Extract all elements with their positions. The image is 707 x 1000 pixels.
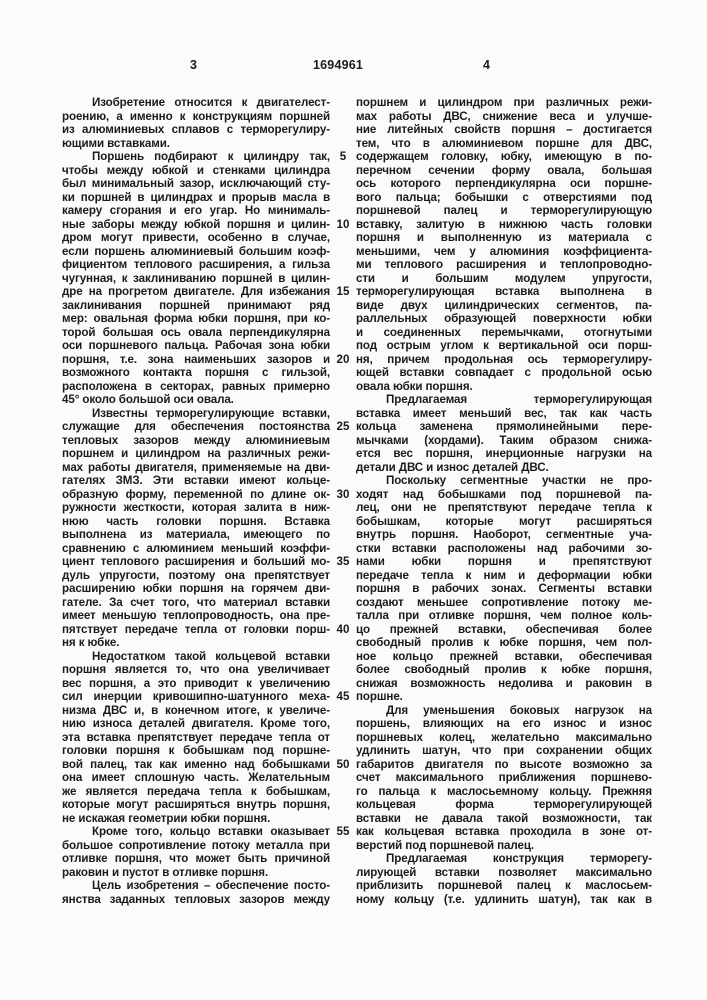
right-text-column xyxy=(356,96,652,906)
text-line: Поскольку сегментные участки не про- xyxy=(386,474,652,487)
text-line: го пальца к маслосьемному кольцу. Прежняя xyxy=(356,784,652,798)
text-line: снижая возможность недолива и раковин в xyxy=(356,676,652,690)
text-line: Изобретение относится к двигателест- xyxy=(92,96,330,109)
text-line: Предлагаемая конструкция терморегу- xyxy=(386,852,652,865)
gutter-line-number: 30 xyxy=(336,487,350,501)
text-line: ющей вставки совпадает с продольной осью xyxy=(356,366,652,379)
text-line: Кроме того, кольцо вставки оказывает xyxy=(92,825,330,838)
text-line: пятствует передаче тепла от головки порш- xyxy=(62,622,330,636)
text-line: вой палец, так как именно над бобышками xyxy=(62,757,330,771)
column-page-number-right: 4 xyxy=(483,58,491,72)
gutter-line-number: 10 xyxy=(336,217,350,231)
gutter-line-number: 25 xyxy=(336,420,350,433)
text-line: поршневых колец, желательно максимально xyxy=(356,730,652,744)
text-line: ружности жесткости, которая залита в ниж- xyxy=(62,501,330,514)
text-line: она имеет сплошную часть. Желательным xyxy=(62,771,330,784)
text-line: вставку, залитую в нижнюю часть головки xyxy=(356,217,652,231)
text-line: виде двух цилиндрических сегментов, па- xyxy=(356,298,652,312)
text-line: поршнем и цилиндром при различных режи- xyxy=(356,96,652,109)
text-line: ние литейных свойств поршня – достигается xyxy=(356,123,652,136)
text-line: перечном сечении форму овала, большая xyxy=(356,163,652,177)
patent-number: 1694961 xyxy=(313,58,364,72)
text-line: которые могут расширяться внутрь поршня, xyxy=(62,798,330,811)
text-body xyxy=(62,96,652,906)
text-line: эта вставка препятствует передаче тепла от xyxy=(62,730,330,744)
text-line: нами юбки поршня и препятствуют xyxy=(356,555,652,568)
text-line: расширению юбки поршня на горячем дви- xyxy=(62,582,330,595)
text-line: мер: овальная форма юбки поршня, при ко- xyxy=(62,312,330,325)
text-line: детали ДВС и износ деталей ДВС. xyxy=(356,460,549,474)
text-line: роению, а именно к конструкциям поршней xyxy=(62,109,330,123)
text-line: возможного контакта поршня с гильзой, xyxy=(62,366,330,379)
text-line: поршня в рабочих зонах. Сегменты вставки xyxy=(356,582,652,595)
text-line: мах работы ДВС, снижение веса и улучше- xyxy=(356,109,652,123)
text-line: торой большая ось овала перпендикулярна xyxy=(62,325,330,339)
text-line: содержащем головку, юбку, имеющую в по- xyxy=(356,150,652,163)
column-page-number-left: 3 xyxy=(190,58,198,72)
text-line: ня к юбке. xyxy=(62,636,120,649)
text-line: Цель изобретения – обеспечение посто- xyxy=(92,879,330,892)
text-line: ное кольцо прежней вставки, обеспечивая xyxy=(356,649,652,663)
text-line: ня, причем продольная ось терморегулиру- xyxy=(356,352,652,366)
text-line: поршень, влияющих на его износ и износ xyxy=(356,717,652,730)
text-line: нию износа деталей двигателя. Кроме того, xyxy=(62,717,330,730)
text-line: отливке поршня, что может быть причиной xyxy=(62,852,330,865)
text-line: большое сопротивление потоку металла при xyxy=(62,838,330,852)
text-line: поршня и выполненную из материала с xyxy=(356,231,652,244)
text-line: образную форму, переменной по длине ок- xyxy=(62,487,330,501)
text-line: служащие для обеспечения постоянства xyxy=(62,420,330,433)
text-line: удлинить шатун, что при сохранении общих xyxy=(356,744,652,757)
text-line: сил инерции кривошипно-шатунного меха- xyxy=(62,690,330,703)
text-line: мычками (хордами). Таким образом снижа- xyxy=(356,433,652,447)
gutter-line-number: 40 xyxy=(336,622,350,636)
text-line: расположена в секторах, равных примерно xyxy=(62,379,330,393)
text-line: ющими вставками. xyxy=(62,136,170,150)
text-line: раковин и пустот в отливке поршня. xyxy=(62,865,269,879)
text-line: янства заданных тепловых зазоров между xyxy=(62,892,330,906)
text-line: сти и большим модулем упругости, xyxy=(356,271,652,285)
text-line: 45° около большой оси овала. xyxy=(62,393,234,406)
gutter-line-number: 45 xyxy=(336,690,350,703)
text-line: под острым углом к вертикальной оси порш- xyxy=(356,339,652,352)
text-line: поршне. xyxy=(356,690,403,703)
text-line: выполнена из материала, имеющего по xyxy=(62,528,330,541)
text-line: Предлагаемая терморегулирующая xyxy=(386,393,652,406)
text-line: дуль упругости, поэтому она препятствует xyxy=(62,568,330,582)
gutter-line-number: 5 xyxy=(339,150,347,163)
text-line: верстий под поршневой палец. xyxy=(356,838,534,852)
text-line: ется вес поршня, инерционные нагрузки на xyxy=(356,447,652,460)
text-line: же является передача тепла к бобышкам, xyxy=(62,784,330,798)
text-line: тем, что в алюминиевом поршне для ДВС, xyxy=(356,136,652,150)
text-line: габаритов двигателя по высоте возможно за xyxy=(356,757,652,771)
text-line: гателе. За счет того, что материал вставки xyxy=(62,595,330,609)
text-line: свободный пролив к юбке поршня, чем пол- xyxy=(356,636,652,649)
text-line: чтобы между юбкой и стенками цилиндра xyxy=(62,163,330,177)
text-line: ному кольцу (т.е. удлинить шатун), так как в xyxy=(356,892,652,906)
text-line: лец, они не препятствуют передаче тепла к xyxy=(356,501,652,514)
text-line: более свободный пролив к юбке поршня, xyxy=(356,663,652,676)
text-line: мах работы двигателя, применяемые на дви- xyxy=(62,460,330,474)
text-line: поршня является то, что она увеличивает xyxy=(62,663,330,676)
text-line: чугунная, к заклиниванию поршней в цилин- xyxy=(62,271,330,285)
text-line: головки поршня к бобышкам под поршне- xyxy=(62,744,330,757)
text-line: вес поршня, а это приводит к увеличению xyxy=(62,676,330,690)
text-line: ми теплового расширения и теплопроводно- xyxy=(356,258,652,271)
line-number-gutter xyxy=(330,96,356,906)
text-line: ось которого перпендикулярна оси поршне- xyxy=(356,177,652,190)
text-line: вставки не давала такой возможности, так xyxy=(356,811,652,825)
text-line: счет максимального приближения поршнево- xyxy=(356,771,652,784)
gutter-line-number: 35 xyxy=(336,555,350,568)
text-line: был минимальный зазор, исключающий сту- xyxy=(62,177,330,190)
text-line: заклинивания поршней принимают ряд xyxy=(62,298,330,312)
text-line: лирующей вставки позволяет максимально xyxy=(356,865,652,879)
text-line: вого пальца; бобышки с отверстиями под xyxy=(356,190,652,204)
gutter-line-number: 15 xyxy=(336,285,350,298)
text-line: как кольцевая вставка проходила в зоне от- xyxy=(356,825,652,838)
text-line: вставка имеет меньший вес, так как часть xyxy=(356,406,652,420)
text-line: овала юбки поршня. xyxy=(356,379,473,393)
text-line: если поршень алюминиевый большим коэф- xyxy=(62,244,330,258)
gutter-line-number: 50 xyxy=(336,757,350,771)
text-line: создают меньшее сопротивление потоку ме- xyxy=(356,595,652,609)
text-line: ки поршней в цилиндрах и прорыв масла в xyxy=(62,190,330,204)
text-line: Недостатком такой кольцевой вставки xyxy=(92,649,330,663)
text-line: ходят над бобышками под поршневой па- xyxy=(356,487,652,501)
text-line: камеру сгорания и его угар. Но минималь- xyxy=(62,204,330,217)
gutter-line-number: 20 xyxy=(336,352,350,366)
text-line: внутрь поршня. Наоборот, сегментные уча- xyxy=(356,528,652,541)
text-line: передаче тепла к ним и деформации юбки xyxy=(356,568,652,582)
text-line: цо прежней вставки, обеспечивая более xyxy=(356,622,652,636)
text-line: Для уменьшения боковых нагрузок на xyxy=(386,703,652,717)
text-line: дре на прогретом двигателе. Для избежания xyxy=(62,285,330,298)
text-line: терморегулирующая вставка выполнена в xyxy=(356,285,652,298)
text-line: циент теплового расширения и больший мо- xyxy=(62,555,330,568)
text-line: фициентом теплового расширения, а гильза xyxy=(62,258,330,271)
text-line: кольца заменена прямолинейными пере- xyxy=(356,420,652,433)
text-line: Известны терморегулирующие вставки, xyxy=(92,406,330,420)
text-line: приблизить поршневой палец к маслосьем- xyxy=(356,879,652,892)
text-line: раллельных образующей поверхности юбки xyxy=(356,312,652,325)
text-line: поршня, т.е. зона наименьших зазоров и xyxy=(62,352,330,366)
text-line: Поршень подбирают к цилиндру так, xyxy=(92,150,330,163)
text-line: не искажая геометрии юбки поршня. xyxy=(62,811,271,825)
text-line: ные заборы между юбкой поршня и цилин- xyxy=(62,217,330,231)
text-line: талла при отливке поршня, чем полное коль- xyxy=(356,609,652,622)
gutter-line-number: 55 xyxy=(336,825,350,838)
text-line: бобышкам, которые могут расширяться xyxy=(356,514,652,528)
text-line: оси поршневого пальца. Рабочая зона юбки xyxy=(62,339,330,352)
text-line: кольцевая форма терморегулирующей xyxy=(356,798,652,811)
text-line: стки вставки расположены над рабочими зо- xyxy=(356,541,652,555)
left-text-column xyxy=(62,96,330,906)
text-line: дром могут привести, особенно в случае, xyxy=(62,231,330,244)
text-line: поршнем и цилиндром на различных режи- xyxy=(62,447,330,460)
text-line: и соединенных перемычками, отогнутыми xyxy=(356,325,652,339)
text-line: поршневой палец и терморегулирующую xyxy=(356,204,652,217)
text-line: имеет меньшую теплопроводность, она пре- xyxy=(62,609,330,622)
text-line: гателях ЗМЗ. Эти вставки имеют кольце- xyxy=(62,474,330,487)
text-line: низма ДВС и, в конечном итоге, к увеличе- xyxy=(62,703,330,717)
text-line: тепловых зазоров между алюминиевым xyxy=(62,433,330,447)
text-line: из алюминиевых сплавов с терморегулиру- xyxy=(62,123,330,136)
text-line: нюю часть головки поршня. Вставка xyxy=(62,514,330,528)
text-line: меньшими, чем у алюминия коэффициента- xyxy=(356,244,652,258)
text-line: сравнению с алюминием меньший коэффи- xyxy=(62,541,330,555)
